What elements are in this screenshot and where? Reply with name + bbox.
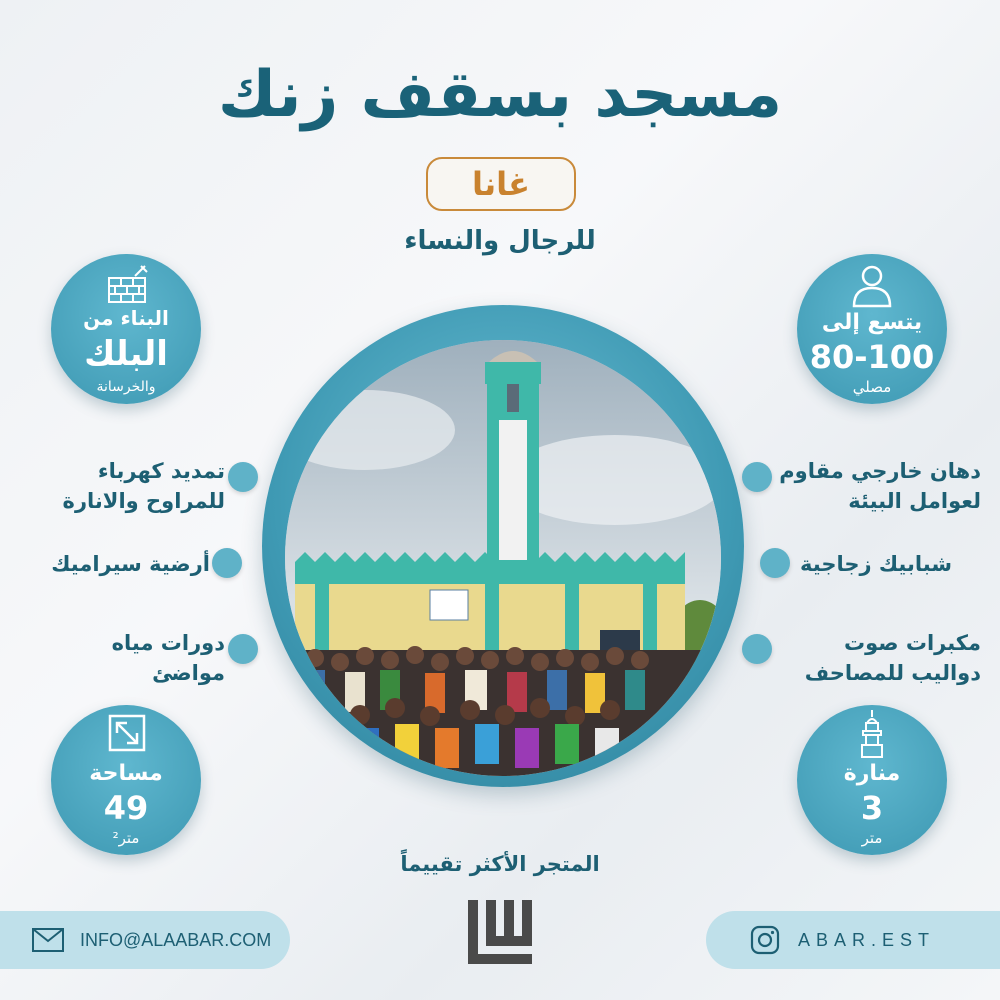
- feature-line: أرضية سيراميك: [51, 552, 210, 576]
- area-line1: مساحة: [89, 761, 163, 786]
- area-line3: متر²: [112, 829, 140, 847]
- feature-line: تمديد كهرباء: [97, 459, 225, 483]
- instagram-icon: [750, 925, 780, 955]
- tagline: المتجر الأكثر تقييماً: [400, 852, 600, 876]
- resize-arrow-icon: [107, 713, 147, 753]
- minaret-line3: متر: [861, 829, 883, 847]
- feature-line: لعوامل البيئة: [848, 489, 981, 513]
- ring-knob: [228, 462, 258, 492]
- feature-ceramic-floor: [20, 549, 210, 579]
- feature-electricity: [20, 456, 225, 516]
- minaret-badge: [797, 705, 947, 855]
- email-icon: [32, 928, 64, 952]
- ring-knob: [742, 462, 772, 492]
- ring-knob: [742, 634, 772, 664]
- capacity-line2: 80-100: [809, 338, 935, 376]
- feature-restrooms: [20, 628, 225, 688]
- instagram-handle[interactable]: ABAR.EST: [798, 929, 936, 950]
- ring-knob: [228, 634, 258, 664]
- feature-line: دورات مياه: [111, 631, 225, 655]
- email-pill[interactable]: [0, 911, 290, 969]
- feature-glass-windows: [792, 549, 952, 579]
- area-line2: 49: [103, 789, 149, 827]
- construction-line1: البناء من: [83, 306, 169, 330]
- person-icon: [849, 262, 895, 308]
- ring-knob: [760, 548, 790, 578]
- minaret-line2: 3: [860, 789, 884, 827]
- feature-line: مواضئ: [152, 661, 225, 685]
- capacity-line3: مصلي: [852, 378, 892, 396]
- construction-line3: والخرسانة: [96, 379, 156, 395]
- capacity-line1: يتسع إلى: [821, 310, 923, 335]
- feature-speakers: [776, 628, 981, 688]
- feature-line: شبابيك زجاجية: [800, 552, 952, 576]
- feature-exterior-paint: [776, 456, 981, 516]
- email-text[interactable]: INFO@ALAABAR.COM: [80, 929, 272, 950]
- instagram-pill[interactable]: [706, 911, 1000, 969]
- logo-mark: [462, 894, 538, 970]
- page-title: مسجد بسقف زنك: [217, 58, 783, 132]
- minaret-line1: منارة: [843, 761, 901, 786]
- capacity-badge: [797, 254, 947, 404]
- feature-line: دهان خارجي مقاوم: [779, 459, 981, 483]
- minaret-icon: [857, 709, 887, 759]
- country-badge: [426, 157, 576, 211]
- mosque-illustration: [285, 340, 721, 776]
- ring-knob: [212, 548, 242, 578]
- construction-badge: [51, 254, 201, 404]
- audience-text: للرجال والنساء: [404, 226, 596, 256]
- area-badge: [51, 705, 201, 855]
- country-label: غانا: [472, 165, 530, 203]
- wall-bricks-icon: [105, 264, 149, 304]
- feature-line: للمراوح والانارة: [62, 489, 225, 513]
- feature-line: دواليب للمصاحف: [804, 661, 981, 685]
- mosque-photo: [285, 340, 721, 776]
- construction-line2: البلك: [84, 334, 168, 374]
- feature-line: مكبرات صوت: [843, 631, 981, 655]
